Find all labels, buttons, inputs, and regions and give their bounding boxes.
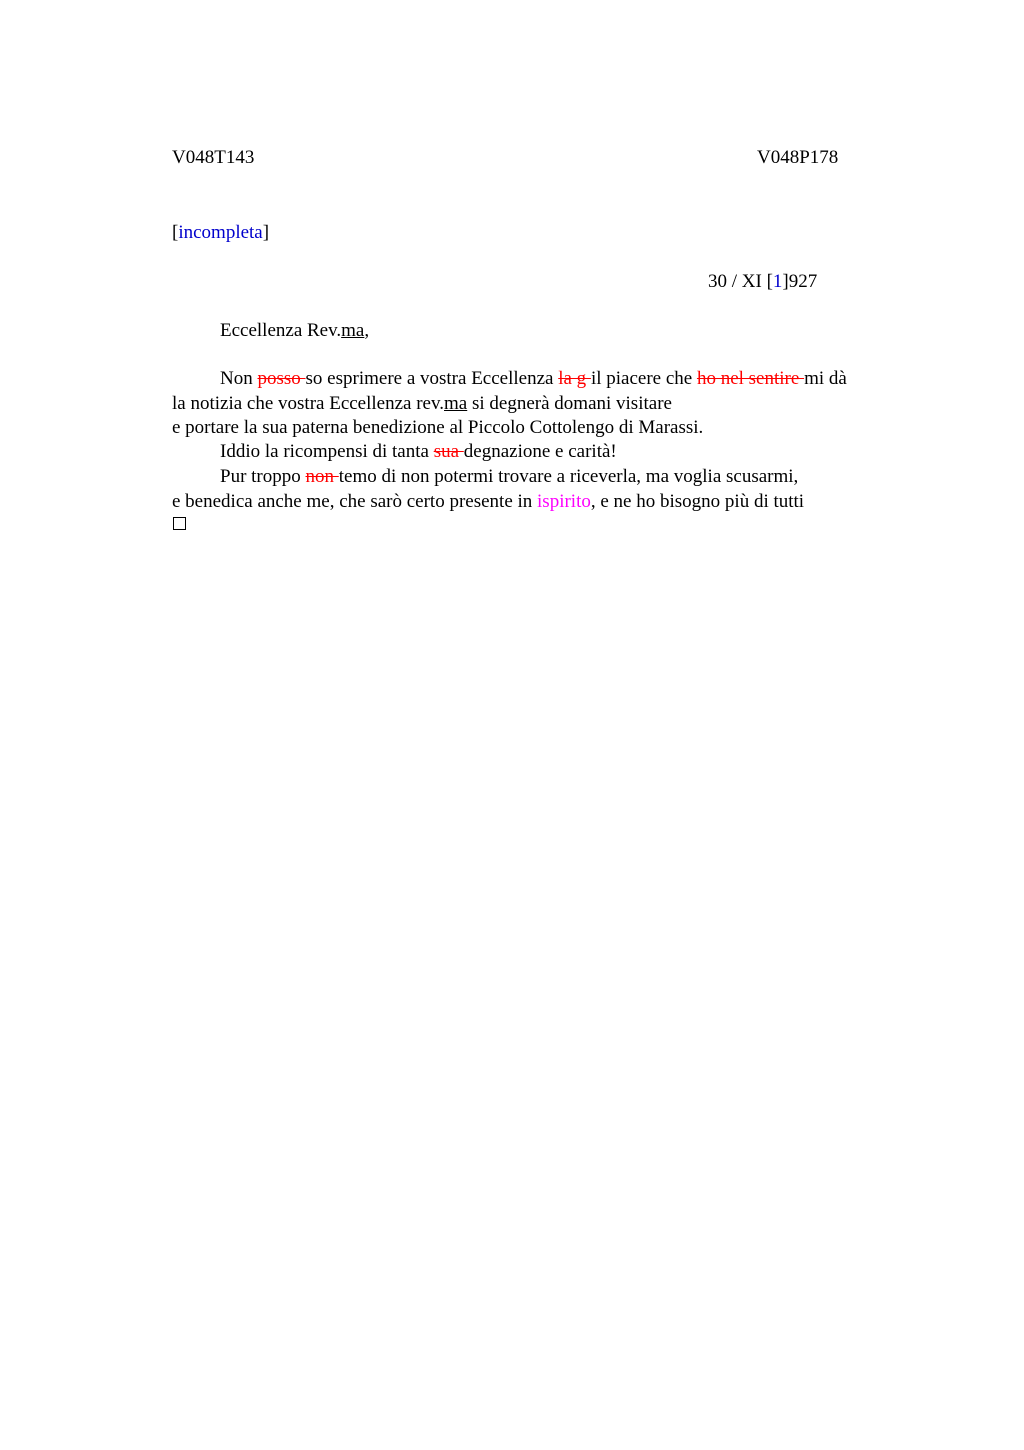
text-run: degnazione e carità!	[463, 441, 617, 462]
text-run: temo di non potermi trovare a riceverla, ma voglia scusarmi,	[338, 466, 799, 487]
text-run: Iddio la ricompensi di tanta	[220, 441, 434, 462]
body-line-2	[172, 393, 672, 415]
letter-date	[708, 271, 817, 293]
body-line-3: e portare la sua paterna benedizione al Piccolo Cottolengo di Marassi.	[172, 417, 704, 438]
body-line-5	[220, 466, 798, 488]
text-run: mi dà	[804, 368, 847, 389]
body-line-6	[172, 491, 804, 513]
text-run: la notizia che vostra Eccellenza rev.	[172, 393, 445, 414]
deleted-text: ho nel sentire	[696, 368, 805, 389]
editorial-note	[172, 222, 269, 244]
text-run: e benedica anche me, che sarò certo presente in	[172, 491, 538, 512]
text-run: , e ne ho bisogno più di tutti	[590, 491, 805, 512]
text-run: so esprimere a vostra Eccellenza	[305, 368, 559, 389]
date-inserted-digit: 1	[772, 271, 783, 292]
deleted-text: la g	[558, 368, 591, 389]
text-run: Non	[220, 368, 258, 389]
end-of-text-box-icon	[173, 517, 186, 530]
date-part: ]927	[782, 271, 818, 292]
body-line-1	[220, 368, 847, 390]
deleted-text: non	[305, 466, 339, 487]
body-line-4	[220, 441, 617, 463]
document-code-right: V048P178	[757, 147, 839, 168]
deleted-text: posso	[257, 368, 306, 389]
document-code-left: V048T143	[172, 147, 255, 168]
bracket-open: [	[172, 222, 179, 243]
salutation	[220, 320, 369, 342]
incomplete-note: incompleta	[178, 222, 263, 243]
salutation-comma: ,	[364, 320, 370, 341]
salutation-abbreviation: ma	[341, 320, 365, 341]
salutation-text: Eccellenza Rev.	[220, 320, 342, 341]
text-run: Pur troppo	[220, 466, 306, 487]
bracket-close: ]	[262, 222, 270, 243]
date-part: 30 / XI [	[708, 271, 773, 292]
abbreviation: ma	[444, 393, 468, 414]
highlighted-word: ispirito	[537, 491, 591, 512]
deleted-text: sua	[433, 441, 464, 462]
text-run: il piacere che	[590, 368, 697, 389]
text-run: si degnerà domani visitare	[467, 393, 672, 414]
